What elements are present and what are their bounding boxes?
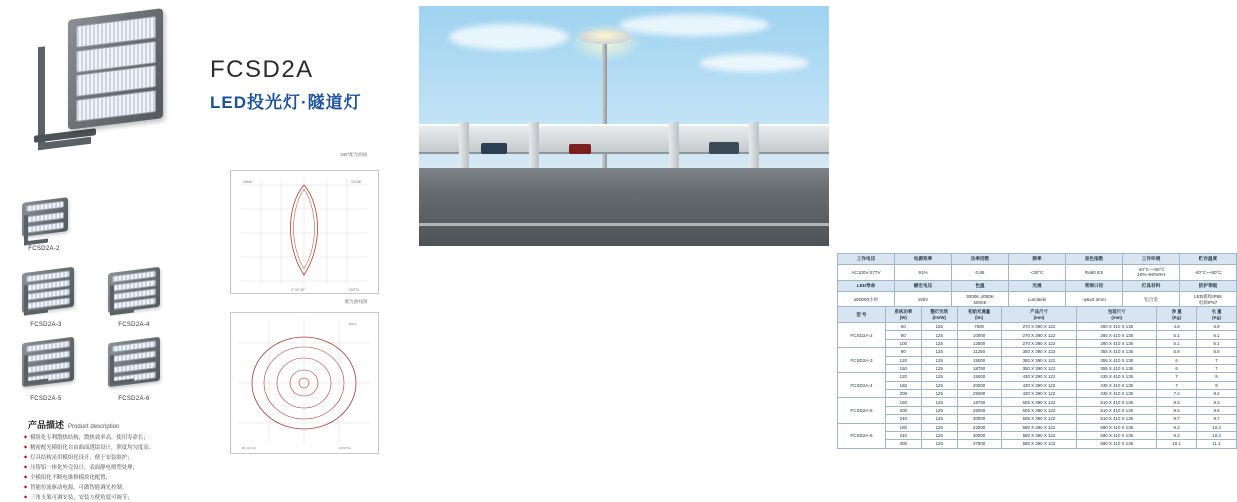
cell: 180 xyxy=(885,423,921,431)
description-bullet: ◆ 三角支架可调安装，安装方便角度可调节； xyxy=(24,494,192,502)
description-title-en: Product description xyxy=(68,424,120,430)
description-title xyxy=(28,418,119,431)
cell: 10.3 xyxy=(1197,431,1237,439)
description-bullet: ◆ 智能恒流驱动电源，可做智能调光控制； xyxy=(24,484,192,492)
cell: 6.1 xyxy=(1197,339,1237,347)
road-marking xyxy=(419,223,829,226)
cell: 7 xyxy=(1197,364,1237,372)
road-surface xyxy=(419,168,829,246)
thumbnail-label: FCSD2A-2 xyxy=(28,246,60,252)
spec-value: LED模组IP66 电源IP67 xyxy=(1180,291,1237,307)
spec-value: ≥50000小时 xyxy=(838,291,895,307)
cell: 37500 xyxy=(957,440,1001,448)
svg-text:-90 -60 -30: -90 -60 -30 xyxy=(241,446,256,450)
cell: 8.2 xyxy=(1197,390,1237,398)
cell: 9 xyxy=(1197,381,1237,389)
cell: 6 xyxy=(1157,364,1197,372)
cell: 355 X 410 X 135 xyxy=(1077,364,1157,372)
cell: 200 xyxy=(885,390,921,398)
cell: 240 xyxy=(885,431,921,439)
table-row xyxy=(838,381,1237,389)
table-row xyxy=(838,406,1237,414)
led-module-face xyxy=(76,16,156,122)
cell: 20000 xyxy=(957,381,1001,389)
cell: 125 xyxy=(921,364,957,372)
svg-text:C0/180: C0/180 xyxy=(351,180,362,184)
spec-header: 防护等级 xyxy=(1180,281,1237,292)
product-subtitle: LED投光灯·隧道灯 xyxy=(210,93,362,112)
cell: 10000 xyxy=(957,331,1001,339)
table-row xyxy=(838,390,1237,398)
description-bullet: ◆ 全模组化不断电维修模块化配置； xyxy=(24,474,192,482)
thumbnail-label: FCSD2A-4 xyxy=(118,322,150,328)
cell: 7.2 xyxy=(1157,390,1197,398)
iso-curve-svg xyxy=(231,313,378,453)
cell: 300 xyxy=(885,440,921,448)
spec-value: -φ6±0.3mm xyxy=(1066,291,1123,307)
table-row xyxy=(838,431,1237,439)
cell: 25000 xyxy=(957,406,1001,414)
table-row xyxy=(838,398,1237,406)
table-row xyxy=(838,415,1237,423)
model-name: FCSD2A-2 xyxy=(838,323,886,348)
spec-header: 工作环境 xyxy=(1123,254,1180,265)
cell: 510 X 410 X 135 xyxy=(1077,398,1157,406)
canopy-pillar xyxy=(749,122,759,168)
cell: 11.1 xyxy=(1197,440,1237,448)
cell: 120 xyxy=(885,373,921,381)
table-header-row xyxy=(838,307,1237,323)
cell: 510 X 410 X 135 xyxy=(1077,415,1157,423)
thumbnail-label: FCSD2A-3 xyxy=(30,322,62,328)
cell: 510 X 410 X 135 xyxy=(1077,406,1157,414)
cell: 435 X 410 X 135 xyxy=(1077,381,1157,389)
cell: 125 xyxy=(921,348,957,356)
description-bullet: ◆ 精密配光模组化自由曲面透镜设计，照度均匀度高； xyxy=(24,444,192,452)
cell: 150 xyxy=(885,364,921,372)
col-model: 型 号 xyxy=(838,307,886,323)
model-name: FCSD2A-3 xyxy=(838,348,886,373)
spec-value: 91% xyxy=(895,264,952,280)
cell: 9.3 xyxy=(1157,431,1197,439)
cell: 125 xyxy=(921,356,957,364)
cell: 15000 xyxy=(957,373,1001,381)
description-title-cn: 产品描述 xyxy=(28,420,65,430)
cell: 125 xyxy=(921,323,957,331)
cell: 125 xyxy=(921,373,957,381)
cell: 6 xyxy=(1157,356,1197,364)
bracket-icon xyxy=(110,283,134,316)
cell: 270 X 390 X 122 xyxy=(1001,339,1077,347)
spec-header: 色温 xyxy=(952,281,1009,292)
cell: 505 X 390 X 122 xyxy=(1001,406,1077,414)
cell: 580 X 390 X 122 xyxy=(1001,431,1077,439)
bracket-icon xyxy=(110,353,134,386)
spec-value: Ra80 ES xyxy=(1066,264,1123,280)
spec-summary-table xyxy=(837,253,1237,308)
bracket-icon xyxy=(24,283,48,316)
cell: 280 X 410 X 135 xyxy=(1077,339,1157,347)
model-name: FCSD2A-5 xyxy=(838,398,886,423)
svg-text:90/270: 90/270 xyxy=(349,288,359,292)
table-row xyxy=(838,331,1237,339)
cell: 9.7 xyxy=(1197,415,1237,423)
cell: 120 xyxy=(885,356,921,364)
floodlight-head xyxy=(579,30,631,44)
thumbnail-fcsd2a-2[interactable] xyxy=(22,200,74,252)
cell: 30000 xyxy=(957,415,1001,423)
cell: 280 X 410 X 135 xyxy=(1077,331,1157,339)
cell: 30000 xyxy=(957,431,1001,439)
table-row xyxy=(838,423,1237,431)
col-efficacy: 整灯光效 (lm/W) xyxy=(921,307,957,323)
cell: 6.1 xyxy=(1197,331,1237,339)
col-package-size: 包装尺寸 (mm) xyxy=(1077,307,1157,323)
model-name: FCSD2A-4 xyxy=(838,373,886,398)
spec-value: 10kV xyxy=(895,291,952,307)
cell: 9.5 xyxy=(1197,406,1237,414)
col-flux: 初始光通量 (lm) xyxy=(957,307,1001,323)
cell: 580 X 390 X 122 xyxy=(1001,440,1077,448)
canopy-pillar xyxy=(669,122,679,168)
cell: 350 X 390 X 122 xyxy=(1001,348,1077,356)
spec-value: -40°C~+50°C 10%~90%RH xyxy=(1123,264,1180,280)
application-photo xyxy=(419,6,829,246)
right-column xyxy=(413,0,1222,501)
cell: 12500 xyxy=(957,339,1001,347)
cell: 15000 xyxy=(957,356,1001,364)
spec-value: -40°C~+60°C xyxy=(1180,264,1237,280)
cell: 80 xyxy=(885,331,921,339)
cell: 430 X 390 X 122 xyxy=(1001,373,1077,381)
cell: 125 xyxy=(921,431,957,439)
cell: 100 xyxy=(885,339,921,347)
vehicle xyxy=(569,144,591,154)
table-row xyxy=(838,264,1237,280)
cell: 10.3 xyxy=(1197,423,1237,431)
cell: 200 xyxy=(885,406,921,414)
spec-header: LED寿命 xyxy=(838,281,895,292)
spec-header: 额定电压 xyxy=(895,281,952,292)
table-row xyxy=(838,339,1237,347)
table-row xyxy=(838,281,1237,292)
model-name: FCSD2A-6 xyxy=(838,423,886,448)
hero-product-image xyxy=(28,14,178,154)
cell: 350 X 390 X 122 xyxy=(1001,356,1077,364)
svg-text:cd/klm: cd/klm xyxy=(243,180,253,184)
cell: 7500 xyxy=(957,323,1001,331)
iso-illuminance-chart xyxy=(230,312,379,454)
bracket-icon xyxy=(24,353,48,386)
description-bullet: ◆ 模组化专利散热结构，散热效率高，使用寿命长； xyxy=(24,434,192,442)
canopy-pillar xyxy=(459,122,469,168)
cell: 270 X 390 X 122 xyxy=(1001,331,1077,339)
table-row xyxy=(838,323,1237,331)
cell: 590 X 410 X 135 xyxy=(1077,440,1157,448)
spec-header: 光通 xyxy=(1009,281,1066,292)
bracket-icon xyxy=(24,213,48,246)
description-bullet: ◆ 灯具结构采用模组化设计，便于安装维护； xyxy=(24,454,192,462)
vehicle xyxy=(481,143,507,154)
cell: 505 X 390 X 122 xyxy=(1001,415,1077,423)
polar-curve-svg xyxy=(231,171,378,293)
cell: 8.5 xyxy=(1157,406,1197,414)
cell: 435 X 410 X 135 xyxy=(1077,373,1157,381)
spec-value: <30°C xyxy=(1009,264,1066,280)
table-row xyxy=(838,254,1237,265)
cell: 435 X 410 X 135 xyxy=(1077,390,1157,398)
cell: 25000 xyxy=(957,390,1001,398)
middle-column xyxy=(200,0,410,501)
col-net-weight: 净 重 (Kg) xyxy=(1157,307,1197,323)
svg-text:E(lux): E(lux) xyxy=(349,322,357,326)
cell: 8.3 xyxy=(1157,398,1197,406)
cell: 240 xyxy=(885,415,921,423)
cell: 590 X 410 X 135 xyxy=(1077,431,1157,439)
cell: 125 xyxy=(921,406,957,414)
light-distribution-chart xyxy=(230,170,379,294)
cell: 355 X 410 X 135 xyxy=(1077,348,1157,356)
model-specification-table xyxy=(837,306,1237,449)
cell: 430 X 390 X 122 xyxy=(1001,390,1077,398)
canopy-pillar xyxy=(529,122,539,168)
cell: 430 X 390 X 122 xyxy=(1001,381,1077,389)
table-row xyxy=(838,348,1237,356)
cell: 10.1 xyxy=(1157,440,1197,448)
cell: 4.8 xyxy=(1157,323,1197,331)
spec-header: 频率 xyxy=(1009,254,1066,265)
spec-header: 显色指数 xyxy=(1066,254,1123,265)
floodlight-housing xyxy=(68,8,163,130)
cell: 5.1 xyxy=(1157,339,1197,347)
cell: 355 X 410 X 135 xyxy=(1077,356,1157,364)
spec-value: AC100V-277V xyxy=(838,264,895,280)
cell: 18750 xyxy=(957,398,1001,406)
cell: 580 X 390 X 122 xyxy=(1001,423,1077,431)
cell: 9.3 xyxy=(1197,398,1237,406)
cell: 22500 xyxy=(957,423,1001,431)
spec-value: 3000K,4000K 5000K xyxy=(952,291,1009,307)
spec-header: 常规口径 xyxy=(1066,281,1123,292)
cell: 125 xyxy=(921,339,957,347)
cell: 150 xyxy=(885,398,921,406)
cell: 18750 xyxy=(957,364,1001,372)
spec-header: 贮存温度 xyxy=(1180,254,1237,265)
cell: 5.1 xyxy=(1157,331,1197,339)
cell: 505 X 390 X 122 xyxy=(1001,398,1077,406)
spec-header: 功率因数 xyxy=(952,254,1009,265)
cell: 590 X 410 X 135 xyxy=(1077,423,1157,431)
cell: 5.8 xyxy=(1157,348,1197,356)
col-power: 系统功率 (W) xyxy=(885,307,921,323)
thumbnail-label: FCSD2A-5 xyxy=(30,396,62,402)
svg-text:0° 30° 60°: 0° 30° 60° xyxy=(291,288,306,292)
cell: 8.7 xyxy=(1157,415,1197,423)
spec-value: Lumileds xyxy=(1009,291,1066,307)
cell: 125 xyxy=(921,423,957,431)
cell: 7 xyxy=(1157,373,1197,381)
cell: 6.8 xyxy=(1197,348,1237,356)
product-model: FCSD2A xyxy=(210,56,314,83)
spec-header: 工作电压 xyxy=(838,254,895,265)
polar-top-label: 180°配光曲线 xyxy=(340,152,368,157)
thumbnail-fcsd2a-5[interactable] xyxy=(22,340,76,402)
vehicle xyxy=(709,142,739,154)
left-column xyxy=(0,0,200,501)
spec-value: 铝合金 xyxy=(1123,291,1180,307)
col-product-size: 产品尺寸 (mm) xyxy=(1001,307,1077,323)
cell: 160 xyxy=(885,381,921,389)
description-bullet: ◆ 压铸铝一体化外壳设计，表面静电喷塑处理； xyxy=(24,464,192,472)
cell: 125 xyxy=(921,331,957,339)
thumbnail-fcsd2a-4[interactable] xyxy=(108,270,164,328)
cell: 11250 xyxy=(957,348,1001,356)
thumbnail-fcsd2a-6[interactable] xyxy=(108,340,164,402)
thumbnail-fcsd2a-3[interactable] xyxy=(22,270,76,328)
svg-text:30 60 90: 30 60 90 xyxy=(339,446,351,450)
cell: 270 X 390 X 122 xyxy=(1001,323,1077,331)
cell: 125 xyxy=(921,381,957,389)
cell: 9.3 xyxy=(1157,423,1197,431)
cell: 60 xyxy=(885,323,921,331)
cell: 125 xyxy=(921,390,957,398)
thumbnail-label: FCSD2A-6 xyxy=(118,396,150,402)
cell: 5.9 xyxy=(1197,323,1237,331)
cell: 125 xyxy=(921,440,957,448)
cell: 7 xyxy=(1157,381,1197,389)
table-row xyxy=(838,440,1237,448)
cell: 90 xyxy=(885,348,921,356)
spec-header: 电源效率 xyxy=(895,254,952,265)
spec-value: 0.95 xyxy=(952,264,1009,280)
cell: 350 X 390 X 122 xyxy=(1001,364,1077,372)
cell: 125 xyxy=(921,398,957,406)
spec-header: 灯具材料 xyxy=(1123,281,1180,292)
table-row xyxy=(838,356,1237,364)
col-gross-weight: 毛 重 (Kg) xyxy=(1197,307,1237,323)
polar-caption: 配光曲线图 xyxy=(345,299,368,304)
cell: 7 xyxy=(1197,356,1237,364)
cell: 280 X 410 X 135 xyxy=(1077,323,1157,331)
table-row xyxy=(838,364,1237,372)
table-row xyxy=(838,373,1237,381)
cell: 125 xyxy=(921,415,957,423)
cell: 9 xyxy=(1197,373,1237,381)
